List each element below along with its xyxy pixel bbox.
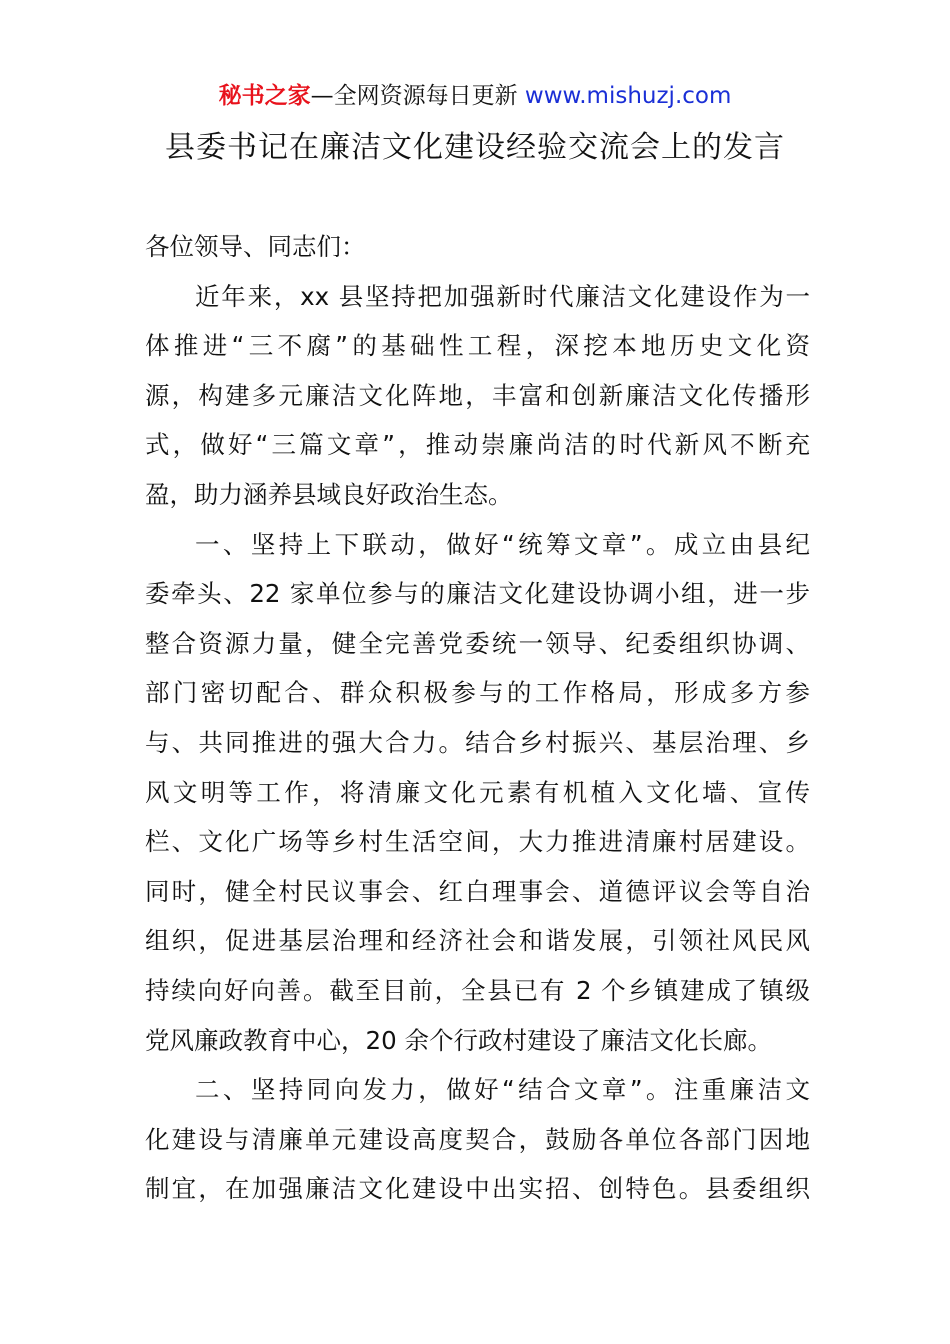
paragraph-section-one [145,520,810,1066]
paragraph-line: 近年来，xx 县坚持把加强新时代廉洁文化建设作为一 [195,281,810,311]
brand-name: 秘书之家 [218,83,311,109]
paragraph-line: 与、共同推进的强大合力。结合乡村振兴、基层治理、乡 [145,727,810,757]
paragraph-line: 二、坚持同向发力，做好“结合文章”。注重廉洁文 [195,1075,810,1105]
paragraph-line: 一、坚持上下联动，做好“统筹文章”。成立由县纪 [195,529,810,559]
paragraph-intro [145,272,810,520]
paragraph-line: 组织，促进基层治理和经济社会和谐发展，引领社风民风 [145,926,810,956]
paragraph-line: 党风廉政教育中心，20 余个行政村建设了廉洁文化长廊。 [145,1025,772,1055]
paragraph-section-two [145,1065,810,1214]
paragraph-line: 同时，健全村民议事会、红白理事会、道德评议会等自治 [145,876,810,906]
paragraph-line: 栏、文化广场等乡村生活空间，大力推进清廉村居建设。 [145,827,810,857]
paragraph-line: 式，做好“三篇文章”，推动崇廉尚洁的时代新风不断充 [145,430,810,460]
paragraph-line: 制宜，在加强廉洁文化建设中出实招、创特色。县委组织 [145,1174,810,1204]
paragraph-line: 风文明等工作，将清廉文化元素有机植入文化墙、宣传 [145,777,810,807]
document-body [145,222,810,1214]
paragraph-line: 委牵头、22 家单位参与的廉洁文化建设协调小组，进一步 [145,579,810,609]
paragraph-line: 体推进“三不腐”的基础性工程，深挖本地历史文化资 [145,331,810,361]
paragraph-line: 化建设与清廉单元建设高度契合，鼓励各单位各部门因地 [145,1124,810,1154]
site-url-link[interactable]: www.mishuzj.com [524,83,732,109]
salutation: 各位领导、同志们： [145,232,366,261]
document-title: 县委书记在廉洁文化建设经验交流会上的发言 [165,130,785,165]
paragraph-line: 盈，助力涵养县域良好政治生态。 [145,479,513,509]
paragraph-line: 部门密切配合、群众积极参与的工作格局，形成多方参 [145,678,810,708]
paragraph-line: 持续向好向善。截至目前，全县已有 2 个乡镇建成了镇级 [145,975,810,1005]
site-header [0,80,950,112]
paragraph-line: 源，构建多元廉洁文化阵地，丰富和创新廉洁文化传播形 [145,380,810,410]
paragraph-line: 整合资源力量，健全完善党委统一领导、纪委组织协调、 [145,628,810,658]
site-tagline: —全网资源每日更新 [310,83,518,109]
